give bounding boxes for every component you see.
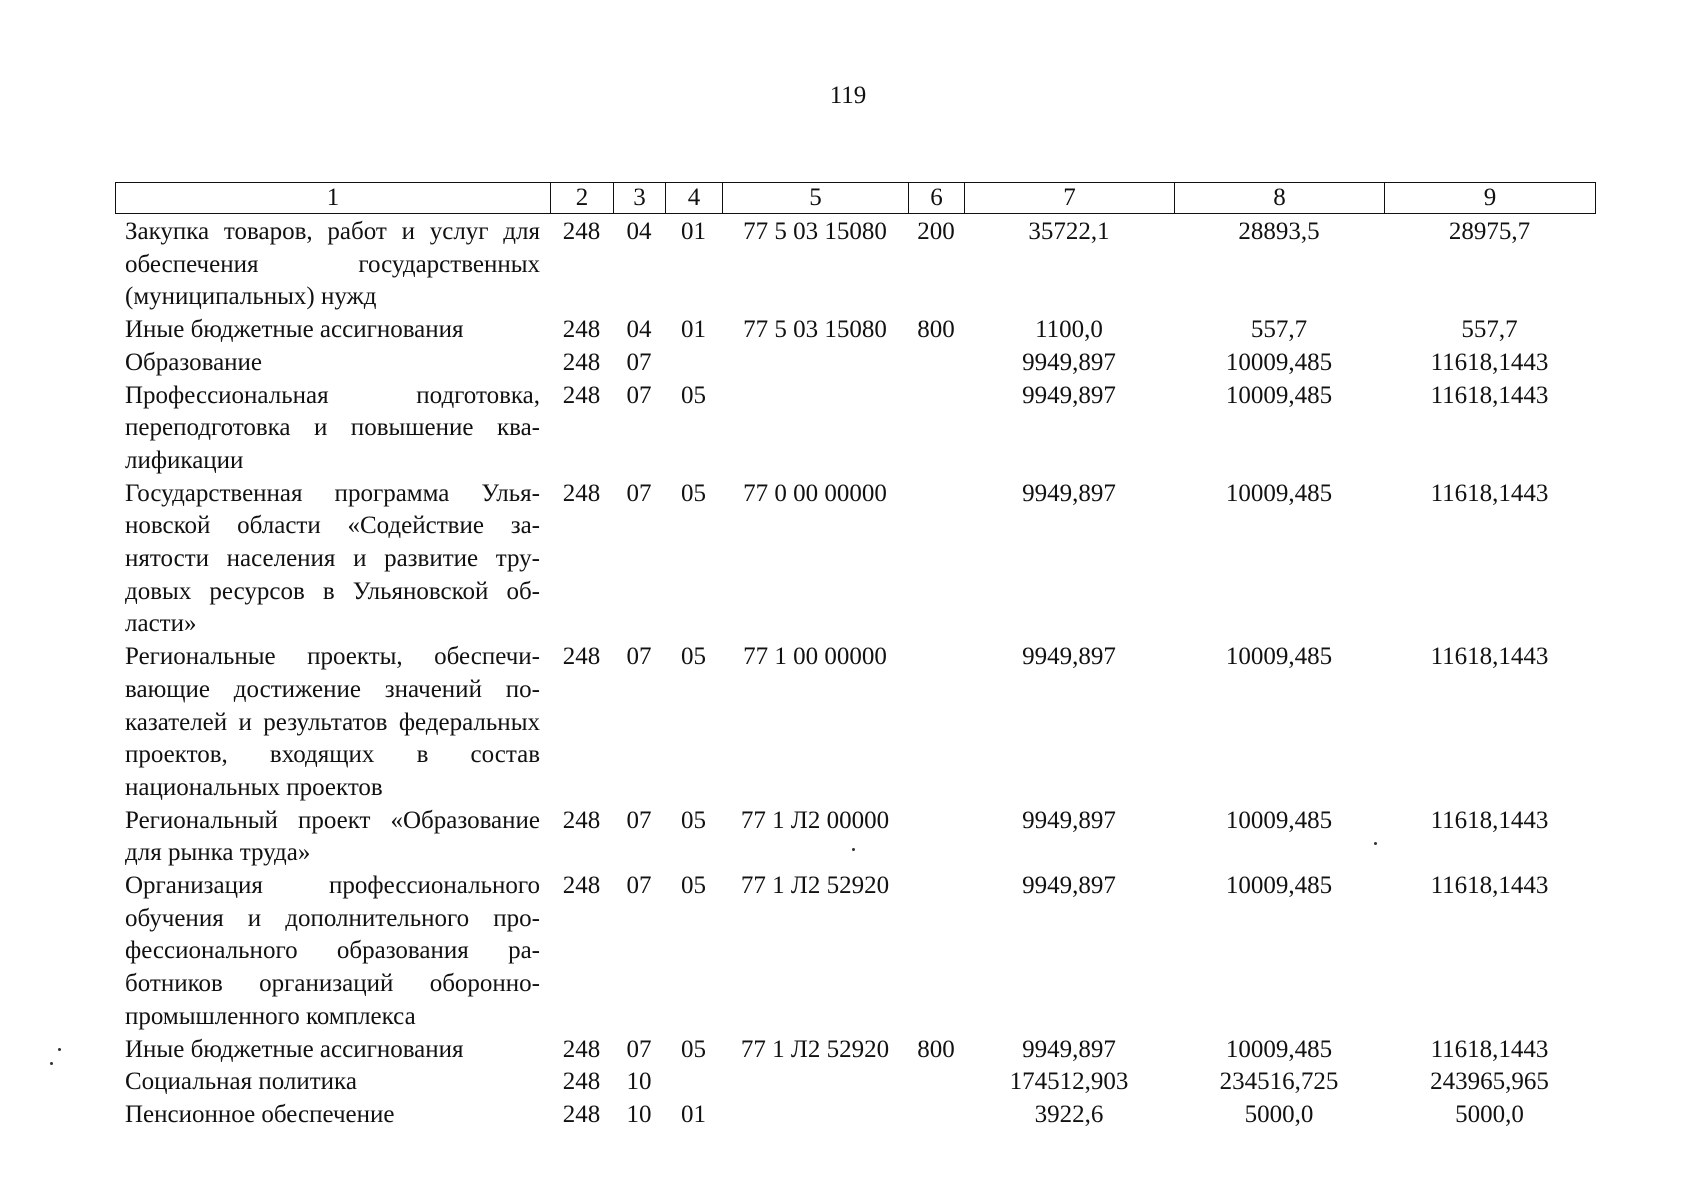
column-header: 1 [116, 183, 551, 214]
table-row [115, 1066, 1595, 1099]
column-header: 7 [965, 183, 1175, 214]
cell-amount-8: 10009,485 [1225, 381, 1333, 409]
cell-amount-9: 5000,0 [1455, 1100, 1524, 1128]
table-row [115, 805, 1595, 870]
cell-target-article: 77 5 03 15080 [743, 218, 887, 245]
cell-code: 248 [562, 806, 601, 834]
cell-amount-9: 11618,1443 [1430, 806, 1549, 834]
column-header: 2 [551, 183, 614, 214]
cell-subsection: 01 [681, 316, 706, 344]
cell-amount-9: 11618,1443 [1430, 643, 1549, 671]
cell-section: 04 [626, 316, 652, 344]
column-header-table [115, 182, 1596, 214]
cell-amount-7: 35722,1 [1028, 218, 1110, 245]
cell-amount-9: 557,7 [1461, 316, 1518, 344]
table-row [115, 641, 1595, 805]
table-row [115, 380, 1595, 478]
page-number: 119 [829, 82, 867, 109]
row-name: Закупка товаров, работ и услуг для обеспечения государственных (муниципальных) нужд [125, 218, 540, 311]
scan-speck [58, 1048, 61, 1051]
cell-amount-9: 11618,1443 [1430, 479, 1549, 507]
budget-table-body [115, 216, 1595, 1132]
cell-code: 248 [562, 1100, 601, 1128]
row-name: Организация профессионального обучения и дополнительного профессионального образования работников организаций оборонно-промышленного комплекса [125, 872, 540, 1030]
cell-expense-type: 200 [917, 218, 955, 245]
cell-section: 07 [626, 479, 652, 507]
row-name: Региональные проекты, обеспечивающие достижение значений показателей и результатов федеральных проектов, входящих в состав национальных проектов [125, 643, 540, 801]
cell-section: 04 [626, 218, 652, 245]
row-name: Профессиональная подготовка, переподготовка и повышение квалификации [125, 381, 540, 474]
cell-code: 248 [562, 316, 601, 344]
row-name: Пенсионное обеспечение [125, 1100, 395, 1128]
cell-section: 07 [626, 381, 652, 409]
cell-amount-7: 1100,0 [1035, 316, 1103, 344]
cell-section: 10 [626, 1100, 652, 1128]
cell-target-article: 77 5 03 15080 [743, 316, 887, 344]
cell-amount-8: 10009,485 [1225, 479, 1333, 507]
cell-amount-7: 9949,897 [1022, 806, 1116, 834]
table-row [115, 314, 1595, 347]
column-header: 9 [1385, 183, 1596, 214]
row-name: Государственная программа Ульяновской области «Содействие занятости населения и развитие трудовых ресурсов в Ульяновской области» [125, 479, 540, 638]
cell-section: 07 [626, 1035, 652, 1063]
cell-section: 07 [626, 806, 652, 834]
row-name: Социальная политика [125, 1068, 357, 1096]
cell-target-article: 77 1 Л2 00000 [740, 806, 890, 834]
cell-code: 248 [562, 1068, 601, 1096]
cell-code: 248 [562, 643, 601, 671]
cell-amount-9: 28975,7 [1448, 218, 1531, 245]
cell-subsection: 05 [681, 1035, 706, 1063]
cell-amount-9: 11618,1443 [1430, 872, 1549, 900]
cell-amount-7: 174512,903 [1009, 1068, 1129, 1096]
cell-amount-8: 10009,485 [1225, 643, 1333, 671]
cell-subsection: 05 [681, 872, 706, 900]
scan-speck [50, 1062, 53, 1065]
cell-amount-8: 10009,485 [1225, 806, 1333, 834]
scan-speck [1374, 842, 1377, 845]
cell-amount-9: 243965,965 [1430, 1068, 1549, 1096]
cell-code: 248 [562, 479, 601, 507]
table-row [115, 870, 1595, 1034]
cell-amount-7: 9949,897 [1022, 348, 1116, 376]
cell-amount-8: 5000,0 [1244, 1100, 1314, 1128]
row-name: Иные бюджетные ассигнования [125, 1035, 464, 1063]
cell-subsection: 05 [681, 806, 706, 834]
cell-amount-8: 10009,485 [1225, 348, 1333, 376]
column-header: 8 [1175, 183, 1385, 214]
table-row [115, 478, 1595, 642]
table-row [115, 1099, 1595, 1132]
cell-amount-9: 11618,1443 [1430, 1035, 1549, 1063]
cell-subsection: 01 [681, 1100, 706, 1128]
cell-code: 248 [562, 381, 601, 409]
scan-speck [852, 848, 855, 851]
cell-expense-type: 800 [917, 316, 955, 344]
cell-amount-8: 557,7 [1250, 316, 1308, 344]
cell-amount-7: 9949,897 [1022, 381, 1116, 409]
cell-target-article: 77 1 00 00000 [743, 643, 887, 671]
column-header: 3 [614, 183, 666, 214]
cell-expense-type: 800 [917, 1035, 955, 1063]
cell-section: 10 [626, 1068, 652, 1096]
cell-target-article: 77 1 Л2 52920 [740, 872, 890, 900]
table-row [115, 216, 1595, 314]
column-header: 6 [909, 183, 965, 214]
cell-subsection: 01 [681, 218, 706, 245]
cell-subsection: 05 [681, 479, 706, 507]
cell-amount-8: 10009,485 [1225, 1035, 1333, 1063]
cell-subsection: 05 [681, 381, 706, 409]
table-row [115, 347, 1595, 380]
cell-amount-8: 234516,725 [1219, 1068, 1339, 1096]
cell-code: 248 [562, 1035, 601, 1063]
row-name: Образование [125, 348, 263, 376]
cell-amount-8: 28893,5 [1238, 218, 1320, 245]
column-header: 5 [723, 183, 909, 214]
cell-code: 248 [562, 218, 601, 245]
cell-section: 07 [626, 872, 652, 900]
cell-amount-7: 9949,897 [1022, 643, 1116, 671]
cell-amount-9: 11618,1443 [1430, 381, 1549, 409]
cell-amount-7: 3922,6 [1034, 1100, 1104, 1128]
column-header: 4 [666, 183, 723, 214]
cell-target-article: 77 1 Л2 52920 [740, 1035, 890, 1063]
column-header-row [116, 183, 1596, 214]
row-name: Иные бюджетные ассигнования [125, 316, 464, 344]
cell-subsection: 05 [681, 643, 706, 671]
cell-code: 248 [562, 348, 601, 376]
cell-section: 07 [626, 348, 652, 376]
cell-target-article: 77 0 00 00000 [743, 479, 887, 507]
cell-amount-8: 10009,485 [1225, 872, 1333, 900]
cell-amount-9: 11618,1443 [1430, 348, 1549, 376]
table-row [115, 1034, 1595, 1067]
cell-code: 248 [562, 872, 601, 900]
cell-section: 07 [626, 643, 652, 671]
cell-amount-7: 9949,897 [1022, 872, 1116, 900]
row-name: Региональный проект «Образование для рынка труда» [125, 806, 540, 867]
cell-amount-7: 9949,897 [1022, 1035, 1116, 1063]
cell-amount-7: 9949,897 [1022, 479, 1116, 507]
